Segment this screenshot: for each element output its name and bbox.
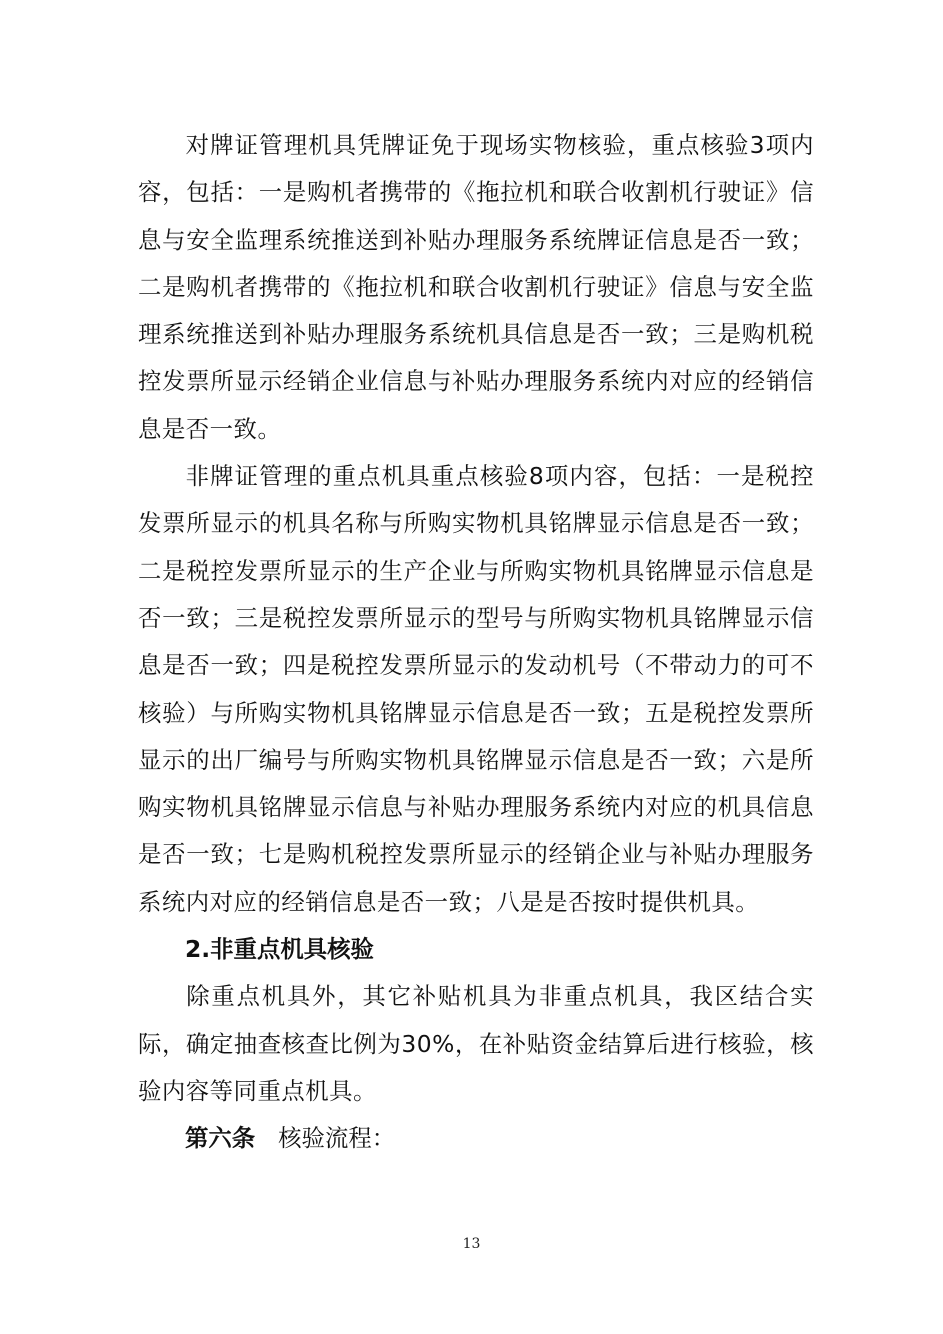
page-number: 13 (462, 1236, 481, 1252)
paragraph-non-key-machines: 除重点机具外，其它补贴机具为非重点机具，我区结合实际，确定抽查核查比例为30%，在补贴资金结算后进行核验，核验内容等同重点机具。 (138, 982, 814, 1105)
article-title: 核验流程： (278, 1124, 396, 1153)
document-body (138, 122, 814, 1163)
paragraph-license-managed: 对牌证管理机具凭牌证免于现场实物核验，重点核验3项内容，包括：一是购机者携带的《拖拉机和联合收割机行驶证》信息与安全监理系统推送到补贴办理服务系统牌证信息是否一致；二是购机者携带的《拖拉机和联合收割机行驶证》信息与安全监理系统推送到补贴办理服务系统机具信息是否一致；三是购机税控发票所显示经销企业信息与补贴办理服务系统内对应的经销信息是否一致。 (138, 131, 814, 443)
section-heading-non-key-verification: 2.非重点机具核验 (185, 935, 374, 964)
article-heading (138, 1115, 814, 1162)
article-number: 第六条 (185, 1124, 256, 1153)
paragraph-non-license-key-machines: 非牌证管理的重点机具重点核验8项内容，包括：一是税控发票所显示的机具名称与所购实物机具铭牌显示信息是否一致；二是税控发票所显示的生产企业与所购实物机具铭牌显示信息是否一致；三是税控发票所显示的型号与所购实物机具铭牌显示信息是否一致；四是税控发票所显示的发动机号（不带动力的可不核验）与所购实物机具铭牌显示信息是否一致；五是税控发票所显示的出厂编号与所购实物机具铭牌显示信息是否一致；六是所购实物机具铭牌显示信息与补贴办理服务系统内对应的机具信息是否一致；七是购机税控发票所显示的经销企业与补贴办理服务系统内对应的经销信息是否一致；八是是否按时提供机具。 (138, 462, 814, 916)
